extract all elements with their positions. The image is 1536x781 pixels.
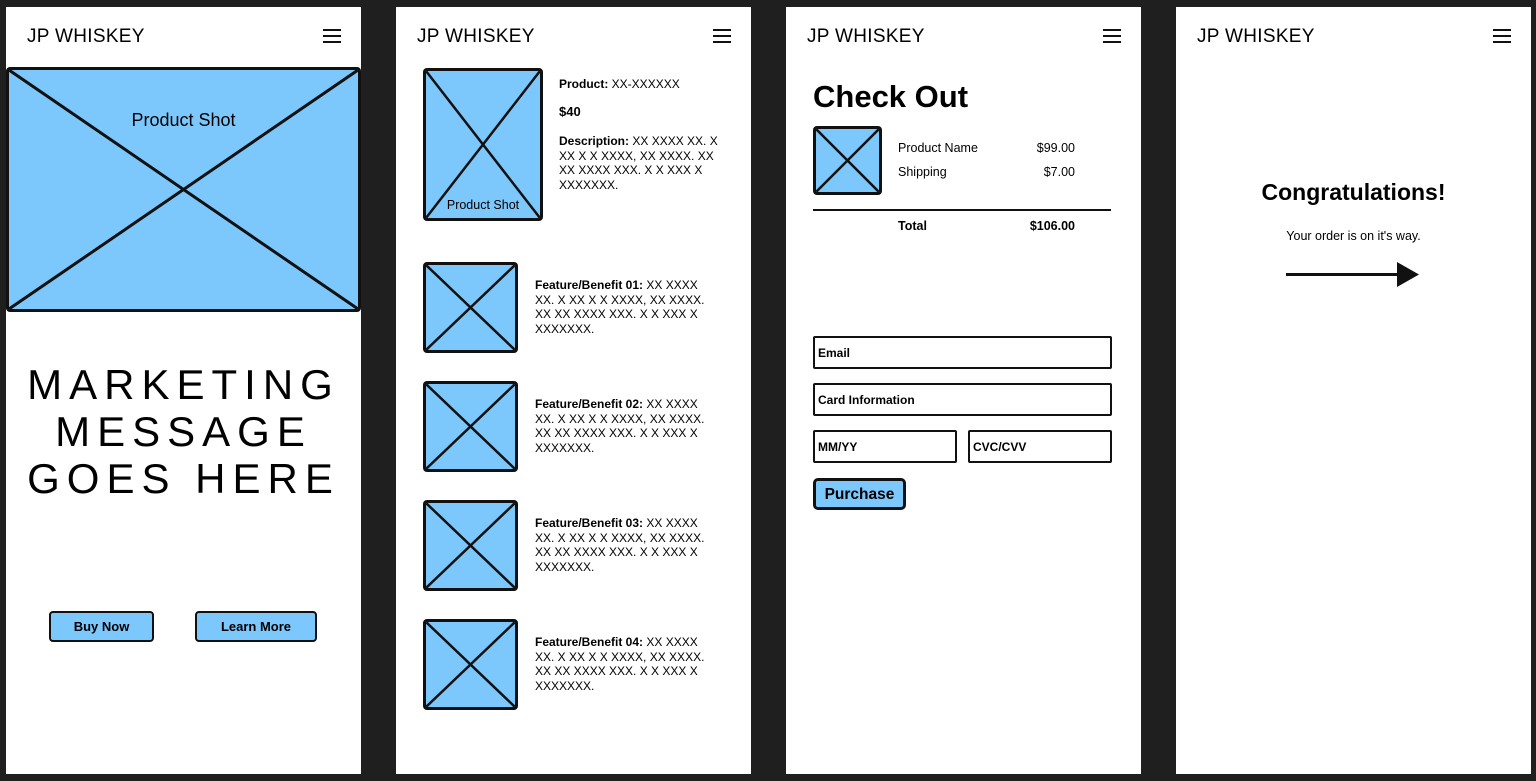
divider xyxy=(813,209,1111,211)
marketing-message xyxy=(6,361,361,502)
arrow-right-icon[interactable] xyxy=(1286,261,1420,288)
total-label: Total xyxy=(898,219,927,233)
product-price-value: $99.00 xyxy=(1036,141,1075,155)
feature-body: XX XXXX XX. X XX X X XXXX, XX XXXX. XX XX XXXX XXX. X X XXX X XXXXXXX. xyxy=(535,635,705,693)
product-image-label: Product Shot xyxy=(446,198,520,212)
feature-body: XX XXXX XX. X XX X X XXXX, XX XXXX. XX XX XXXX XXX. X X XXX X XXXXXXX. xyxy=(535,397,705,455)
feature-title: Feature/Benefit 02: xyxy=(535,397,644,411)
shipping-label: Shipping xyxy=(898,165,947,179)
feature-image xyxy=(423,619,518,710)
product-image xyxy=(423,68,543,221)
feature-text xyxy=(535,635,705,693)
brand-logo[interactable]: JP WHISKEY xyxy=(1197,26,1315,47)
feature-body: XX XXXX XX. X XX X X XXXX, XX XXXX. XX XX XXXX XXX. X X XXX X XXXXXXX. xyxy=(535,278,705,336)
marketing-line: MARKETING xyxy=(27,361,340,408)
feature-text xyxy=(535,278,705,336)
description-value: XX XXXX XX. X XX X X XXXX, XX XXXX. XX XX XXXX XXX. X X XXX X XXXXXXX. xyxy=(559,134,718,192)
product-code-key: Product: xyxy=(559,77,609,91)
cvc-field[interactable]: CVC/CVV xyxy=(968,430,1112,463)
marketing-line: GOES HERE xyxy=(27,455,340,502)
checkout-screen xyxy=(786,7,1141,774)
product-description xyxy=(559,134,725,192)
shipping-price-value: $7.00 xyxy=(1043,165,1075,179)
feature-title: Feature/Benefit 03: xyxy=(535,516,644,530)
product-code xyxy=(559,77,729,92)
product-name-label: Product Name xyxy=(898,141,978,155)
purchase-button[interactable]: Purchase xyxy=(813,478,906,510)
card-information-field[interactable]: Card Information xyxy=(813,383,1112,416)
feature-text xyxy=(535,397,705,455)
brand-logo[interactable]: JP WHISKEY xyxy=(27,26,145,47)
hero-image-label: Product Shot xyxy=(131,110,236,130)
email-field[interactable]: Email xyxy=(813,336,1112,369)
confirmation-screen xyxy=(1176,7,1531,774)
feature-body: XX XXXX XX. X XX X X XXXX, XX XXXX. XX XX XXXX XXX. X X XXX X XXXXXXX. xyxy=(535,516,705,574)
confirmation-title: Congratulations! xyxy=(1261,179,1446,205)
learn-more-button[interactable]: Learn More xyxy=(195,611,317,642)
feature-image xyxy=(423,381,518,472)
feature-image xyxy=(423,500,518,591)
product-code-value: XX-XXXXXX xyxy=(608,77,680,91)
buy-now-button[interactable]: Buy Now xyxy=(49,611,154,642)
landing-screen xyxy=(6,7,361,774)
hamburger-menu-icon[interactable] xyxy=(1493,29,1511,43)
cart-item-image xyxy=(813,126,882,195)
feature-image xyxy=(423,262,518,353)
hamburger-menu-icon[interactable] xyxy=(1103,29,1121,43)
marketing-line: MESSAGE xyxy=(55,408,312,455)
hero-product-image xyxy=(6,67,361,312)
description-key: Description: xyxy=(559,134,630,148)
feature-title: Feature/Benefit 01: xyxy=(535,278,644,292)
brand-logo[interactable]: JP WHISKEY xyxy=(807,26,925,47)
hamburger-menu-icon[interactable] xyxy=(713,29,731,43)
product-screen xyxy=(396,7,751,774)
brand-logo[interactable]: JP WHISKEY xyxy=(417,26,535,47)
expiry-field[interactable]: MM/YY xyxy=(813,430,957,463)
hamburger-menu-icon[interactable] xyxy=(323,29,341,43)
feature-title: Feature/Benefit 04: xyxy=(535,635,644,649)
total-price-value: $106.00 xyxy=(1029,219,1075,233)
feature-text xyxy=(535,516,705,574)
product-price: $40 xyxy=(559,104,581,119)
page-title: Check Out xyxy=(813,79,969,114)
confirmation-message: Your order is on it's way. xyxy=(1286,229,1421,243)
